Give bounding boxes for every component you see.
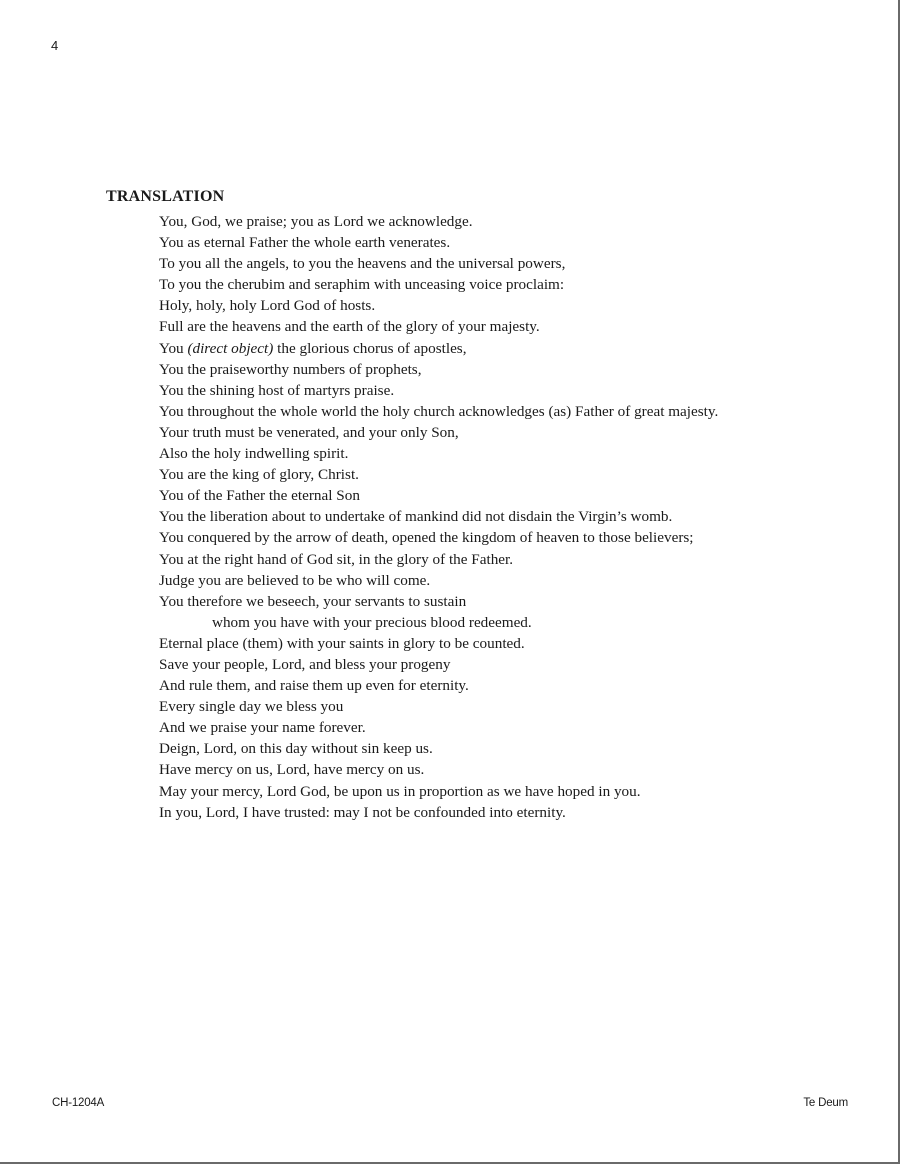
translation-line: Have mercy on us, Lord, have mercy on us. xyxy=(159,761,425,779)
translation-line: Judge you are believed to be who will come. xyxy=(159,571,431,589)
translation-line xyxy=(159,338,718,359)
catalog-number: CH-1204A xyxy=(52,1097,105,1109)
translation-lines xyxy=(159,211,718,823)
translation-line: In you, Lord, I have trusted: may I not be confounded into eternity. xyxy=(159,803,566,821)
translation-line: May your mercy, Lord God, be upon us in proportion as we have hoped in you. xyxy=(159,782,641,800)
page-number: 4 xyxy=(51,38,59,53)
translation-line: You the liberation about to undertake of mankind did not disdain the Virgin’s womb. xyxy=(159,508,673,526)
translation-line: Deign, Lord, on this day without sin keep us. xyxy=(159,740,433,758)
translation-line: You the shining host of martyrs praise. xyxy=(159,381,395,399)
translation-line: Holy, holy, holy Lord God of hosts. xyxy=(159,297,376,315)
translation-line: You at the right hand of God sit, in the glory of the Father. xyxy=(159,550,514,568)
translation-line: You conquered by the arrow of death, opened the kingdom of heaven to those believers; xyxy=(159,529,694,547)
translation-line: Eternal place (them) with your saints in glory to be counted. xyxy=(159,634,525,652)
work-title: Te Deum xyxy=(803,1097,848,1109)
italic-annotation: (direct object) xyxy=(187,339,274,357)
translation-line-indented: whom you have with your precious blood redeemed. xyxy=(212,613,532,631)
translation-line: To you all the angels, to you the heavens and the universal powers, xyxy=(159,255,566,273)
translation-line: You as eternal Father the whole earth venerates. xyxy=(159,234,451,252)
translation-line: And we praise your name forever. xyxy=(159,719,366,737)
translation-line: Your truth must be venerated, and your only Son, xyxy=(159,423,459,441)
translation-line: Save your people, Lord, and bless your progeny xyxy=(159,655,451,673)
translation-line: Also the holy indwelling spirit. xyxy=(159,445,349,463)
translation-line: You therefore we beseech, your servants to sustain xyxy=(159,592,467,610)
translation-line: Full are the heavens and the earth of the glory of your majesty. xyxy=(159,318,540,336)
translation-line: You are the king of glory, Christ. xyxy=(159,466,359,484)
line-start: You xyxy=(159,339,188,357)
translation-line: You, God, we praise; you as Lord we acknowledge. xyxy=(159,213,473,230)
translation-line: You the praiseworthy numbers of prophets, xyxy=(159,360,422,378)
translation-line: You of the Father the eternal Son xyxy=(159,487,360,505)
translation-line: You throughout the whole world the holy church acknowledges (as) Father of great majesty. xyxy=(159,402,719,420)
line-rest: the glorious chorus of apostles, xyxy=(273,339,467,357)
translation-line: Every single day we bless you xyxy=(159,698,344,716)
translation-line: To you the cherubim and seraphim with unceasing voice proclaim: xyxy=(159,276,565,294)
translation-heading: TRANSLATION xyxy=(106,188,225,205)
translation-line: And rule them, and raise them up even for eternity. xyxy=(159,677,469,695)
